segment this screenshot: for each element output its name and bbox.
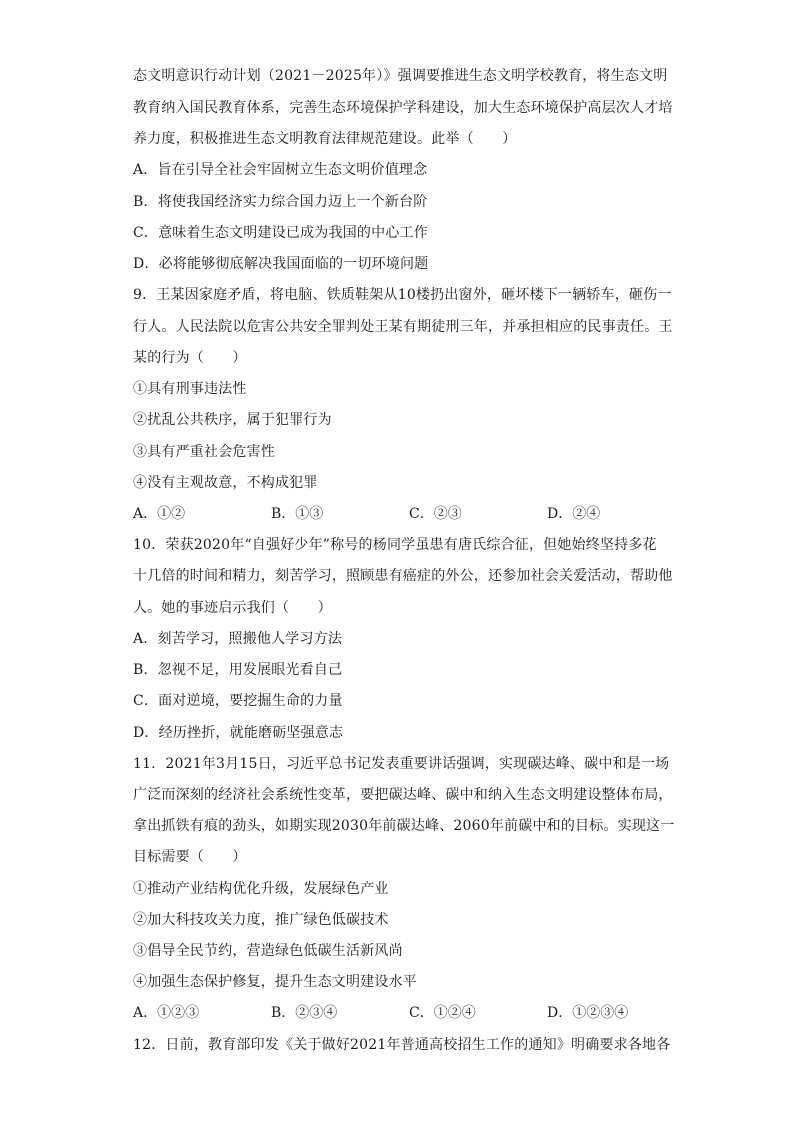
q11-choice-c: C．①②④	[409, 1005, 476, 1021]
q10-option-d: D．经历挫折，就能磨砺坚强意志	[133, 725, 344, 741]
q8-option-c: C．意味着生态文明建设已成为我国的中心工作	[133, 225, 428, 241]
q11-statement-4: ④加强生态保护修复，提升生态文明建设水平	[133, 974, 417, 990]
q9-statement-1: ①具有刑事违法性	[133, 381, 247, 397]
q11-stem-line-3: 拿出抓铁有痕的劲头，如期实现2030年前碳达峰、2060年前碳中和的目标。实现这一	[133, 818, 675, 834]
q11-choices	[133, 1003, 693, 1023]
q10-option-c: C．面对逆境，要挖掘生命的力量	[133, 693, 343, 709]
q8-stem-line-1: 态文明意识行动计划（2021－2025年）》强调要推进生态文明学校教育，将生态文明	[133, 68, 668, 84]
q11-stem-line-2: 广泛而深刻的经济社会系统性变革，要把碳达峰、碳中和纳入生态文明建设整体布局，	[133, 787, 673, 803]
q9-choices	[133, 504, 693, 524]
q11-stem-line-4: 目标需要（ ）	[133, 849, 247, 865]
q9-statement-4: ④没有主观故意，不构成犯罪	[133, 475, 318, 491]
q9-choice-a: A．①②	[133, 506, 186, 522]
q9-stem-line-3: 某的行为（ ）	[133, 350, 247, 366]
q10-stem-line-2: 十几倍的时间和精力，刻苦学习，照顾患有癌症的外公，还参加社会关爱活动，帮助他	[133, 568, 673, 584]
q9-stem-line-1: 9．王某因家庭矛盾，将电脑、铁质鞋架从10楼扔出窗外，砸坏楼下一辆轿车，砸伤一	[133, 287, 672, 303]
q10-stem-line-1: 10．荣获2020年“自强好少年”称号的杨同学虽患有唐氏综合征，但她始终坚持多花	[133, 537, 657, 553]
q9-statement-2: ②扰乱公共秩序，属于犯罪行为	[133, 412, 332, 428]
q12-stem-line-1: 12．日前，教育部印发《关于做好2021年普通高校招生工作的通知》明确要求各地各	[133, 1037, 671, 1053]
q11-statement-2: ②加大科技攻关力度，推广绿色低碳技术	[133, 912, 389, 928]
q10-option-a: A．刻苦学习，照搬他人学习方法	[133, 631, 343, 647]
q8-stem-line-2: 教育纳入国民教育体系，完善生态环境保护学科建设，加大生态环境保护高层次人才培	[133, 100, 673, 116]
q8-option-b: B．将使我国经济实力综合国力迈上一个新台阶	[133, 194, 428, 210]
q8-option-a: A．旨在引导全社会牢固树立生态文明价值理念	[133, 162, 428, 178]
q11-statement-3: ③倡导全民节约，营造绿色低碳生活新风尚	[133, 943, 403, 959]
q8-option-d: D．必将能够彻底解决我国面临的一切环境问题	[133, 256, 429, 272]
q8-stem-line-3: 养力度，积极推进生态文明教育法律规范建设。此举（ ）	[133, 131, 517, 147]
q11-statement-1: ①推动产业结构优化升级，发展绿色产业	[133, 881, 389, 897]
q9-choice-c: C．②③	[409, 506, 462, 522]
q9-choice-b: B．①③	[271, 506, 324, 522]
q10-option-b: B．忽视不足，用发展眼光看自己	[133, 662, 343, 678]
q11-choice-a: A．①②③	[133, 1005, 200, 1021]
q10-stem-line-3: 人。她的事迹启示我们（ ）	[133, 600, 332, 616]
q11-choice-d: D．①②③④	[547, 1005, 629, 1021]
q9-choice-d: D．②④	[547, 506, 601, 522]
q11-choice-b: B．②③④	[271, 1005, 338, 1021]
q11-stem-line-1: 11．2021年3月15日，习近平总书记发表重要讲话强调，实现碳达峰、碳中和是一场	[133, 756, 670, 772]
q9-stem-line-2: 行人。人民法院以危害公共安全罪判处王某有期徒刑三年，并承担相应的民事责任。王	[133, 319, 673, 335]
q9-statement-3: ③具有严重社会危害性	[133, 444, 275, 460]
